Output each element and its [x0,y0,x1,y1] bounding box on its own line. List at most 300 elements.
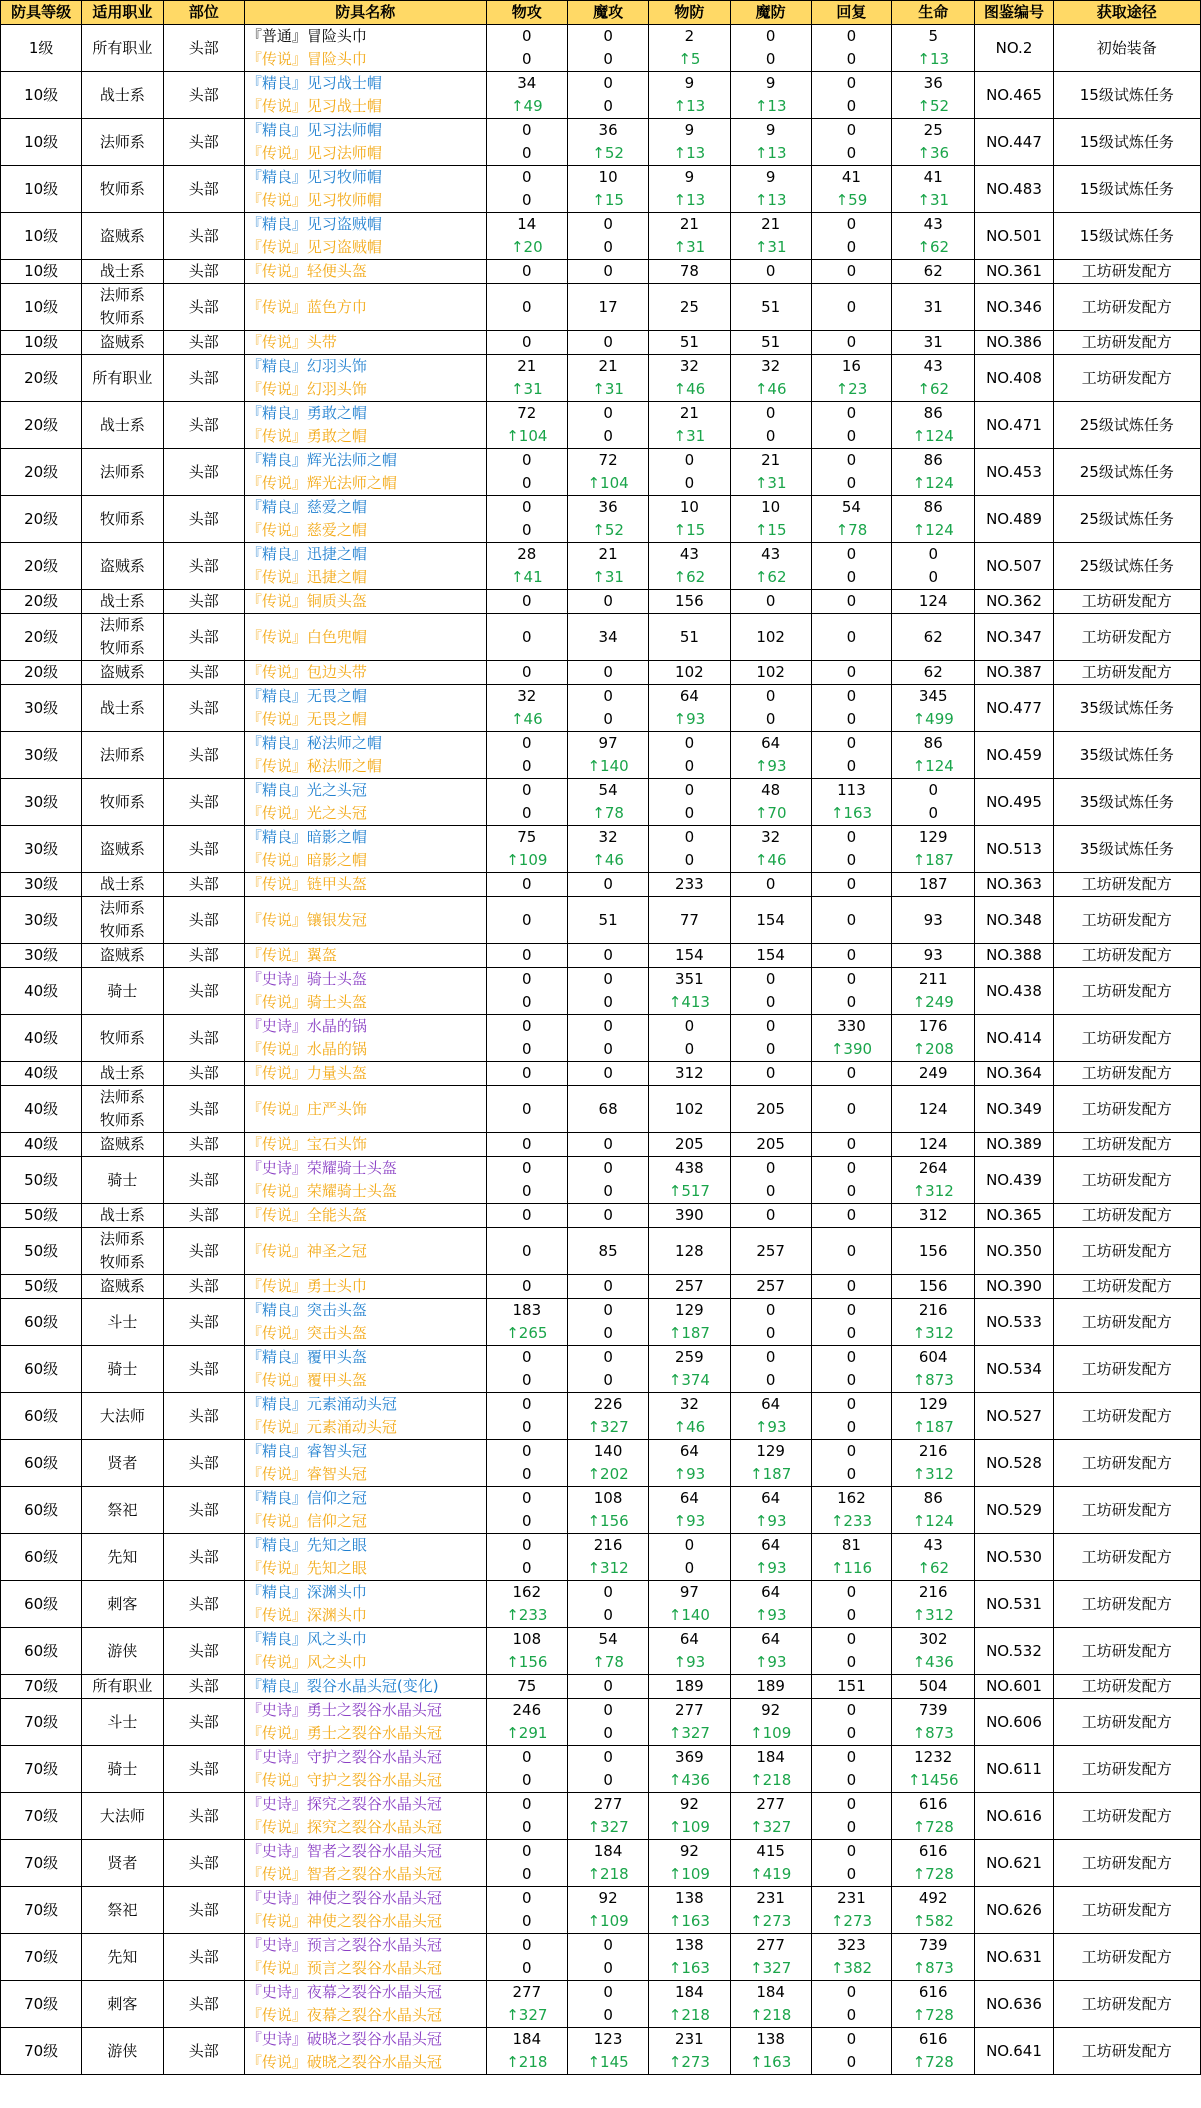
level-cell: 70级 [1,1793,82,1840]
patk-cell [486,449,567,496]
table-row [1,1346,1201,1393]
patk-cell [486,1746,567,1793]
patk-value: 0 [522,1348,532,1366]
codex-no-cell: NO.606 [975,1699,1053,1746]
source-cell: 工坊研发配方 [1053,1628,1200,1675]
mdef-cell [730,1628,811,1675]
regen-value: 0 [846,875,857,893]
job-cell: 法师系 [82,732,163,779]
header-job: 适用职业 [82,1,163,25]
codex-no-cell: NO.386 [975,331,1053,355]
regen-cell [811,1746,891,1793]
mdef-value: 0 [765,1159,776,1177]
pdef-cell [649,1746,730,1793]
armor-name: 『传说』全能头盔 [246,1206,367,1224]
regen-value: ↑390 [830,1040,873,1058]
matk-cell [567,72,648,119]
hp-value: 124 [918,592,948,610]
pdef-value: 277 [675,1701,704,1719]
mdef-value: 0 [765,1348,776,1366]
matk-value: 68 [598,1100,618,1118]
armor-name: 『传说』神使之裂谷水晶头冠 [246,1912,442,1930]
patk-cell [486,1015,567,1062]
patk-cell [486,1887,567,1934]
armor-name: 『传说』预言之裂谷水晶头冠 [246,1959,442,1977]
mdef-cell [730,449,811,496]
level-cell: 10级 [1,72,82,119]
regen-value: 0 [846,545,857,563]
armor-name: 『传说』突击头盔 [246,1324,367,1342]
hp-cell [892,614,975,661]
codex-no-cell: NO.389 [975,1133,1053,1157]
mdef-value: 0 [765,1206,776,1224]
regen-value: 0 [846,333,857,351]
pdef-cell [649,897,730,944]
job-cell: 所有职业 [82,25,163,72]
pdef-value: 205 [675,1135,704,1153]
armor-name: 『传说』勇敢之帽 [246,427,367,445]
matk-cell [567,685,648,732]
pdef-value: 0 [684,757,695,775]
regen-cell [811,614,891,661]
patk-value: 0 [522,1489,532,1507]
armor-name: 『精良』幻羽头饰 [246,357,367,375]
mdef-value: 0 [765,1182,776,1200]
patk-cell [486,331,567,355]
mdef-value: 64 [761,1583,781,1601]
matk-value: 72 [598,451,618,469]
regen-value: 323 [837,1936,866,1954]
mdef-value: 0 [765,404,776,422]
armor-name: 『精良』裂谷水晶头冠(变化) [246,1677,439,1695]
job-cell: 骑士 [82,1746,163,1793]
matk-cell [567,1675,648,1699]
armor-name: 『传说』夜幕之裂谷水晶头冠 [246,2006,442,2024]
table-row [1,1275,1201,1299]
armor-name-cell [244,685,486,732]
patk-value: 75 [517,828,537,846]
matk-value: 0 [603,1701,613,1719]
armor-name: 『传说』光之头冠 [246,804,367,822]
armor-name-cell [244,72,486,119]
patk-cell [486,1346,567,1393]
part-cell: 头部 [163,355,244,402]
pdef-value: 156 [675,592,704,610]
armor-name: 『传说』镶银发冠 [246,911,367,929]
regen-value: 0 [846,710,857,728]
armor-name-cell [244,826,486,873]
mdef-cell [730,496,811,543]
level-cell: 10级 [1,284,82,331]
mdef-value: ↑273 [750,1912,792,1930]
patk-value: 0 [522,1242,532,1260]
hp-value: 0 [928,545,938,563]
table-row [1,614,1201,661]
matk-value: 54 [598,1630,618,1648]
pdef-value: 2 [684,27,695,45]
mdef-cell [730,968,811,1015]
armor-name-cell [244,897,486,944]
matk-value: 54 [598,781,618,799]
mdef-value: ↑13 [754,144,787,162]
hp-cell [892,1157,975,1204]
matk-value: 0 [603,1959,613,1977]
patk-cell [486,1934,567,1981]
regen-cell [811,1133,891,1157]
hp-cell [892,1840,975,1887]
pdef-value: ↑436 [668,1771,710,1789]
codex-no-cell: NO.501 [975,213,1053,260]
hp-value: 43 [923,357,943,375]
matk-value: 0 [603,50,613,68]
mdef-value: ↑93 [754,1418,787,1436]
armor-name-cell [244,1981,486,2028]
mdef-cell [730,1086,811,1133]
patk-value: ↑49 [510,97,543,115]
part-cell: 头部 [163,260,244,284]
part-cell: 头部 [163,1840,244,1887]
patk-cell [486,543,567,590]
patk-value: 0 [522,734,532,752]
matk-value: 0 [603,262,613,280]
armor-name: 『传说』轻便头盔 [246,262,367,280]
armor-name-cell [244,1275,486,1299]
table-row [1,331,1201,355]
hp-cell [892,1062,975,1086]
part-cell: 头部 [163,826,244,873]
mdef-value: 0 [765,262,776,280]
patk-cell [486,1062,567,1086]
patk-value: ↑31 [510,380,543,398]
matk-cell [567,1204,648,1228]
codex-no-cell: NO.363 [975,873,1053,897]
patk-cell [486,2028,567,2075]
matk-value: 0 [603,333,613,351]
level-cell: 60级 [1,1534,82,1581]
matk-cell [567,897,648,944]
matk-value: 0 [603,215,613,233]
codex-no-cell: NO.387 [975,661,1053,685]
patk-value: 0 [522,298,532,316]
job-cell: 大法师 [82,1793,163,1840]
mdef-value: 102 [756,663,785,681]
armor-name: 『精良』信仰之冠 [246,1489,367,1507]
regen-value: 0 [846,1182,857,1200]
table-row [1,496,1201,543]
level-cell: 30级 [1,897,82,944]
hp-value: ↑62 [917,238,950,256]
pdef-cell [649,1157,730,1204]
armor-name: 『史诗』探究之裂谷水晶头冠 [246,1795,442,1813]
hp-cell [892,1534,975,1581]
hp-cell [892,944,975,968]
source-cell: 工坊研发配方 [1053,1062,1200,1086]
pdef-value: 259 [675,1348,704,1366]
source-cell: 工坊研发配方 [1053,944,1200,968]
hp-cell [892,873,975,897]
matk-cell [567,779,648,826]
regen-value: 0 [846,474,857,492]
regen-value: 0 [846,1159,857,1177]
job-cell: 战士系 [82,685,163,732]
level-cell: 70级 [1,2028,82,2075]
mdef-value: 0 [765,592,776,610]
armor-name: 『传说』勇士之裂谷水晶头冠 [246,1724,442,1742]
hp-cell [892,166,975,213]
mdef-value: 0 [765,1301,776,1319]
part-cell: 头部 [163,1487,244,1534]
table-row [1,732,1201,779]
pdef-cell [649,1887,730,1934]
matk-value: 0 [603,1677,613,1695]
matk-value: 0 [603,1771,613,1789]
armor-name: 『传说』链甲头盔 [246,875,367,893]
source-cell: 工坊研发配方 [1053,1581,1200,1628]
mdef-value: ↑70 [754,804,787,822]
armor-name: 『传说』深渊头巾 [246,1606,367,1624]
patk-cell [486,1440,567,1487]
patk-value: 72 [517,404,537,422]
pdef-value: 184 [675,1983,704,2001]
header-patk: 物攻 [486,1,567,25]
armor-name: 『精良』突击头盔 [246,1301,367,1319]
regen-value: ↑78 [835,521,868,539]
patk-cell [486,1840,567,1887]
table-row [1,1534,1201,1581]
matk-cell [567,1015,648,1062]
job-cell: 牧师系 [82,166,163,213]
job-cell: 法师系 [82,449,163,496]
mdef-cell [730,331,811,355]
patk-value: 277 [512,1983,542,2001]
level-cell: 20级 [1,590,82,614]
regen-value: 231 [837,1889,866,1907]
regen-cell [811,1086,891,1133]
hp-value: ↑187 [912,851,954,869]
source-cell: 工坊研发配方 [1053,1204,1200,1228]
hp-value: 345 [918,687,948,705]
pdef-value: ↑374 [668,1371,710,1389]
armor-name: 『史诗』智者之裂谷水晶头冠 [246,1842,442,1860]
patk-cell [486,119,567,166]
mdef-cell [730,1487,811,1534]
matk-cell [567,1628,648,1675]
patk-value: 0 [522,1959,532,1977]
regen-value: 0 [846,757,857,775]
codex-no-cell: NO.438 [975,968,1053,1015]
regen-value: 0 [846,1348,857,1366]
level-cell: 40级 [1,968,82,1015]
source-cell: 工坊研发配方 [1053,355,1200,402]
level-cell: 60级 [1,1393,82,1440]
job-cell: 战士系 [82,1062,163,1086]
table-row [1,1393,1201,1440]
codex-no-cell: NO.362 [975,590,1053,614]
matk-value: 0 [603,1135,613,1153]
armor-name-cell [244,260,486,284]
pdef-value: 0 [684,1017,695,1035]
codex-no-cell: NO.636 [975,1981,1053,2028]
mdef-cell [730,72,811,119]
table-row [1,1887,1201,1934]
pdef-value: ↑93 [673,1465,706,1483]
codex-no-cell: NO.513 [975,826,1053,873]
matk-value: 0 [603,27,613,45]
matk-cell [567,1062,648,1086]
part-cell: 头部 [163,213,244,260]
level-cell: 60级 [1,1581,82,1628]
matk-value: 216 [593,1536,623,1554]
hp-cell [892,1981,975,2028]
hp-value: 36 [923,74,943,92]
patk-value: 0 [522,592,532,610]
patk-value: 0 [522,1465,532,1483]
pdef-cell [649,25,730,72]
table-row [1,166,1201,213]
patk-value: 0 [522,474,532,492]
mdef-value: 0 [765,993,776,1011]
level-cell: 30级 [1,826,82,873]
mdef-value: 0 [765,875,776,893]
job-line: 法师系 [99,899,145,917]
matk-cell [567,2028,648,2075]
matk-value: 0 [603,97,613,115]
pdef-cell [649,1204,730,1228]
hp-cell [892,1204,975,1228]
source-cell: 工坊研发配方 [1053,1275,1200,1299]
mdef-cell [730,355,811,402]
mdef-value: 32 [761,357,781,375]
source-cell: 35级试炼任务 [1053,826,1200,873]
mdef-value: ↑419 [750,1865,792,1883]
hp-cell [892,284,975,331]
regen-value: 16 [841,357,861,375]
matk-cell [567,1299,648,1346]
matk-cell [567,1157,648,1204]
matk-value: 92 [598,1889,618,1907]
hp-cell [892,1015,975,1062]
regen-cell [811,119,891,166]
matk-value: ↑31 [592,380,624,398]
hp-value: 25 [923,121,943,139]
matk-value: ↑31 [592,568,624,586]
matk-value: 0 [603,592,613,610]
patk-cell [486,1204,567,1228]
regen-value: 0 [846,1701,857,1719]
job-cell: 游侠 [82,1628,163,1675]
level-cell: 70级 [1,1887,82,1934]
pdef-cell [649,873,730,897]
part-cell: 头部 [163,1204,244,1228]
hp-value: ↑436 [912,1653,954,1671]
armor-name-cell [244,1228,486,1275]
patk-value: 0 [522,1442,532,1460]
patk-value: 162 [512,1583,542,1601]
pdef-value: ↑93 [673,710,706,728]
pdef-value: 102 [675,663,704,681]
part-cell: 头部 [163,1299,244,1346]
pdef-value: 0 [684,851,695,869]
mdef-value: ↑218 [750,1771,792,1789]
mdef-value: 43 [761,545,781,563]
armor-name: 『传说』幻羽头饰 [246,380,367,398]
mdef-value: 154 [756,946,785,964]
level-cell: 60级 [1,1299,82,1346]
job-cell: 法师系 [82,119,163,166]
mdef-cell [730,1675,811,1699]
hp-cell [892,1487,975,1534]
armor-name-cell [244,1204,486,1228]
matk-value: 21 [598,357,618,375]
pdef-value: ↑93 [673,1512,706,1530]
patk-value: 0 [522,50,532,68]
pdef-cell [649,1440,730,1487]
source-cell: 工坊研发配方 [1053,1675,1200,1699]
regen-cell [811,1015,891,1062]
hp-value: ↑124 [912,427,954,445]
patk-cell [486,1133,567,1157]
armor-name: 『传说』蓝色方巾 [246,298,367,316]
armor-name: 『传说』见习战士帽 [246,97,382,115]
hp-value: 264 [918,1159,948,1177]
patk-cell [486,72,567,119]
codex-no-cell: NO.2 [975,25,1053,72]
hp-value: 86 [923,734,943,752]
matk-value: 0 [603,970,613,988]
job-cell: 先知 [82,1534,163,1581]
hp-cell [892,1440,975,1487]
armor-name: 『精良』光之头冠 [246,781,367,799]
hp-value: 86 [923,1489,943,1507]
codex-no-cell: NO.528 [975,1440,1053,1487]
armor-name: 『传说』迅捷之帽 [246,568,367,586]
part-cell: 头部 [163,284,244,331]
armor-name-cell [244,1581,486,1628]
pdef-value: 138 [675,1889,704,1907]
hp-cell [892,685,975,732]
hp-value: 5 [928,27,938,45]
hp-value: ↑873 [912,1959,954,1977]
regen-cell [811,1062,891,1086]
patk-value: 0 [522,757,532,775]
level-cell: 20级 [1,449,82,496]
regen-value: 0 [846,1583,857,1601]
pdef-value: ↑46 [673,380,706,398]
armor-name: 『史诗』神使之裂谷水晶头冠 [246,1889,442,1907]
hp-cell [892,897,975,944]
armor-name: 『传说』铜质头盔 [246,592,367,610]
mdef-value: ↑218 [750,2006,792,2024]
table-row [1,25,1201,72]
mdef-cell [730,1746,811,1793]
hp-value: 86 [923,451,943,469]
job-cell [82,284,163,331]
mdef-cell [730,732,811,779]
mdef-value: 64 [761,1536,781,1554]
mdef-cell [730,1840,811,1887]
level-cell: 30级 [1,732,82,779]
mdef-cell [730,826,811,873]
regen-value: 330 [837,1017,866,1035]
level-cell: 40级 [1,1015,82,1062]
patk-value: 108 [512,1630,542,1648]
job-cell: 所有职业 [82,355,163,402]
regen-cell [811,968,891,1015]
source-cell: 15级试炼任务 [1053,72,1200,119]
hp-cell [892,72,975,119]
matk-cell [567,260,648,284]
table-row [1,543,1201,590]
